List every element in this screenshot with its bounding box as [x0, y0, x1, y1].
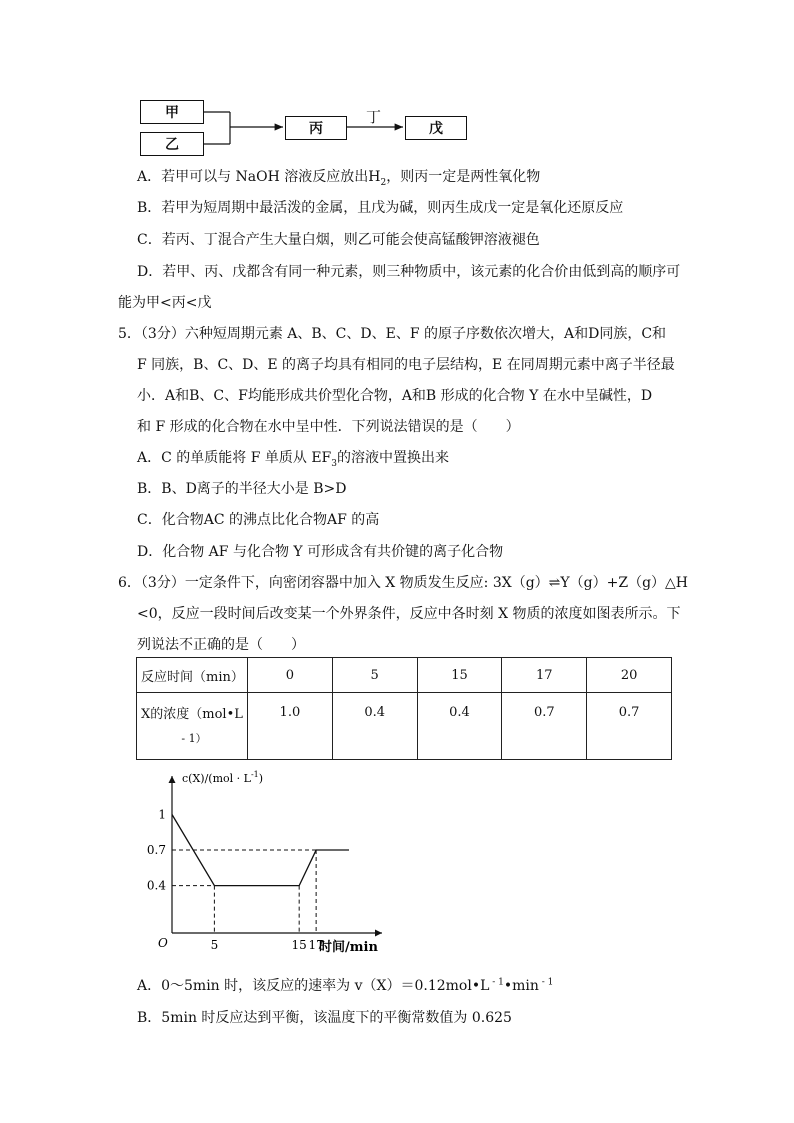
x-axis-label: 时间/min [319, 940, 378, 955]
y-tick-label: 1 [158, 807, 166, 822]
flow-connectors [0, 0, 794, 170]
table-cell: 17 [502, 658, 587, 693]
q4-option-d-line2: 能为甲<丙<戊 [118, 295, 212, 311]
q5-stem-line2: F 同族，B、C、D、E 的离子均具有相同的电子层结构，E 在同周期元素中离子半径最 [137, 357, 675, 373]
q4-option-c: C．若丙、丁混合产生大量白烟，则乙可能会使高锰酸钾溶液褪色 [137, 232, 540, 248]
table-cell: 1.0 [248, 693, 333, 760]
y-axis-label: $c(X)/(mol \cdot L^{-1})$ [182, 770, 264, 785]
arrow-label-ding: 丁 [366, 108, 382, 126]
table-header-concentration: X的浓度（mol•L - 1） [137, 693, 248, 760]
table-row [137, 658, 672, 693]
q5-stem-line1: 5．（3分）六种短周期元素 A、B、C、D、E、F 的原子序数依次增大，A和D同族，C和 [118, 326, 667, 342]
series-line [172, 814, 349, 885]
q4-option-d-line1: D．若甲、丙、戊都含有同一种元素，则三种物质中，该元素的化合价由低到高的顺序可 [137, 264, 681, 280]
box-jia: 甲 [140, 100, 204, 124]
table-cell: 0.7 [502, 693, 587, 760]
q5-stem-line3: 小．A和B、C、F均能形成共价型化合物，A和B 形成的化合物 Y 在水中呈碱性，D [137, 388, 653, 404]
box-yi: 乙 [140, 132, 204, 156]
y-tick-label: 0.4 [146, 878, 166, 893]
q5-option-c: C．化合物AC 的沸点比化合物AF 的高 [137, 512, 380, 528]
concentration-chart [146, 768, 400, 963]
q6-stem-line1: 6．（3分）一定条件下，向密闭容器中加入 X 物质发生反应: 3X（g）⇌Y（g）+Z（g）△H [118, 575, 689, 591]
table-cell: 0.4 [332, 693, 417, 760]
table-cell: 15 [417, 658, 502, 693]
y-tick-label: 0.7 [146, 843, 166, 858]
x-tick-label: 15 [291, 938, 307, 952]
x-tick-label: 5 [210, 938, 219, 952]
q6-option-a: A．0～5min 时，该反应的速率为 v（X）＝0.12mol•L $^{- 1}$•min $^{- 1}$ [137, 977, 554, 994]
table-cell: 5 [332, 658, 417, 693]
origin-label: O [158, 936, 168, 950]
q5-option-d: D．化合物 AF 与化合物 Y 可形成含有共价键的离子化合物 [137, 544, 504, 560]
table-row [137, 693, 672, 760]
q6-stem-line3: 列说法不正确的是（ ） [137, 637, 305, 653]
q5-option-a: A．C 的单质能将 F 单质从 $EF_3$的溶液中置换出来 [137, 450, 450, 469]
q6-option-b: B．5min 时反应达到平衡，该温度下的平衡常数值为 0.625 [137, 1010, 512, 1026]
table-header-time: 反应时间（min） [137, 658, 248, 693]
table-cell: 0 [248, 658, 333, 693]
q6-stem-line2: <0，反应一段时间后改变某一个外界条件，反应中各时刻 X 物质的浓度如图表所示。下 [137, 606, 681, 622]
x-tick-label: 17 [308, 938, 324, 952]
q4-option-a: A．若甲可以与 NaOH 溶液反应放出$H_2$，则丙一定是两性氧化物 [137, 169, 541, 188]
concentration-table [136, 657, 672, 760]
q4-option-b: B．若甲为短周期中最活泼的金属，且戊为碱，则丙生成戊一定是氧化还原反应 [137, 200, 624, 216]
box-bing: 丙 [285, 116, 347, 140]
q5-stem-line4: 和 F 形成的化合物在水中呈中性．下列说法错误的是（ ） [137, 419, 520, 435]
table-cell: 20 [587, 658, 672, 693]
q5-option-b: B．B、D离子的半径大小是 B>D [137, 481, 347, 497]
table-cell: 0.7 [587, 693, 672, 760]
table-cell: 0.4 [417, 693, 502, 760]
box-wu: 戊 [405, 116, 467, 140]
